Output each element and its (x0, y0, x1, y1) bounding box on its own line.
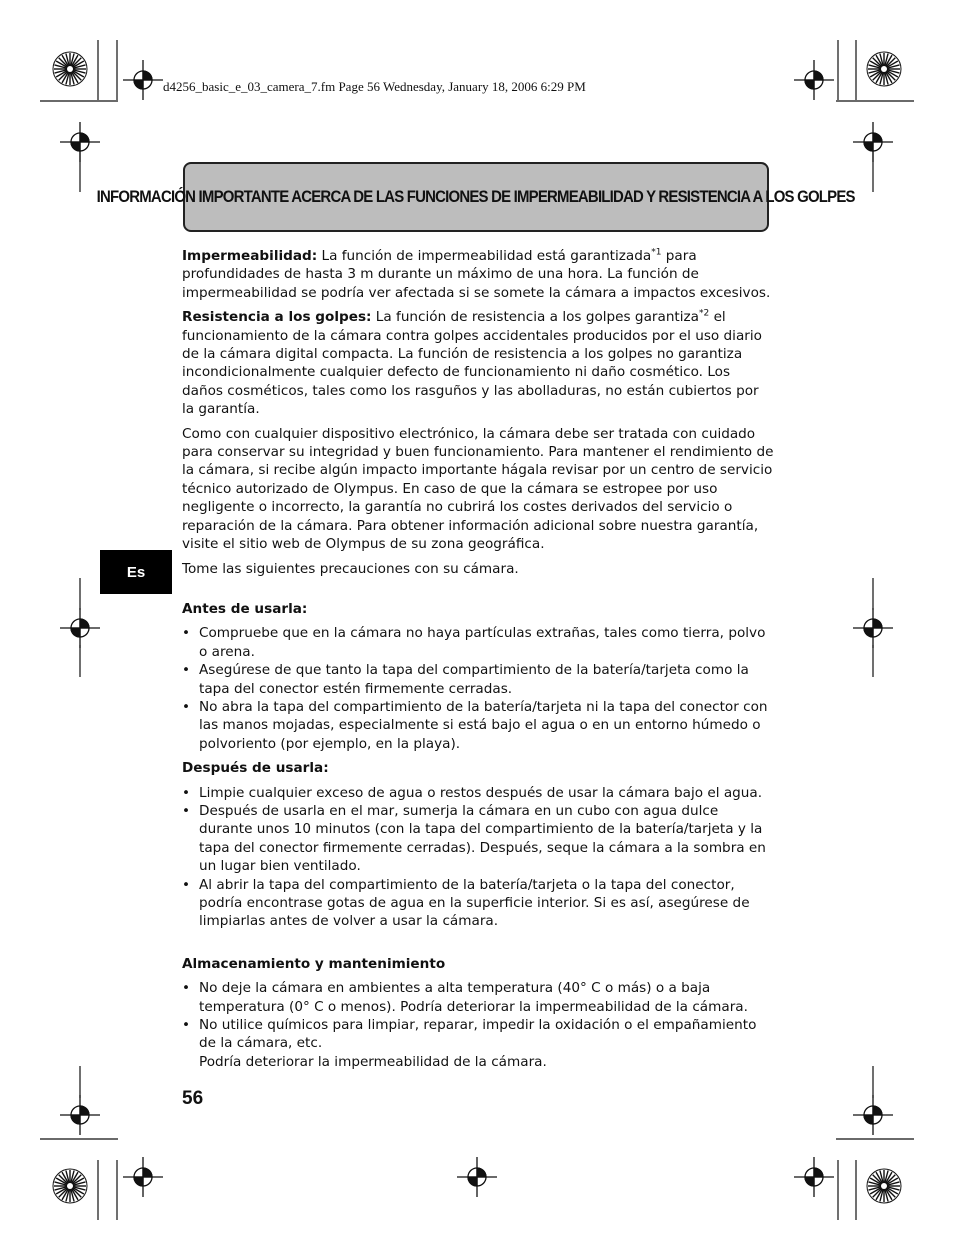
text-span: el funcionamiento de la cámara contra golpes accidentales producidos por el uso diario de la cámara digital compacta. La función de resistencia a los golpes no garantiza incondicionalmente cualquier defecto de funcionamiento ni daño cosmético. Los daños cosméticos, tales como los rasguños y las abolladuras, no están cubiertos por la garantía. (182, 309, 762, 418)
shockproof-label: Resistencia a los golpes: (182, 309, 372, 326)
main-content (182, 247, 774, 1077)
list-item: • Compruebe que en la cámara no haya partículas extrañas, tales como tierra, polvo o arena. (182, 624, 774, 661)
before-use-heading: Antes de usarla: (182, 600, 308, 617)
waterproof-label: Impermeabilidad: (182, 248, 318, 264)
text-span: para profundidades de hasta 3 m durante un máximo de una hora. La función de impermeabilidad se podría ver afectada si se somete la cámara a impactos excesivos. (182, 248, 771, 301)
language-tab: Es (100, 550, 172, 594)
storage-heading: Almacenamiento y mantenimiento (182, 955, 446, 972)
paragraph-precautions-intro: Tome las siguientes precauciones con su cámara. (182, 560, 519, 577)
paragraph-waterproof (182, 247, 774, 302)
list-item (182, 1016, 774, 1071)
list-item-extra: Podría deteriorar la impermeabilidad de la cámara. (199, 1053, 547, 1070)
footnote-ref: *1 (651, 247, 662, 258)
list-item: • Limpie cualquier exceso de agua o restos después de usar la cámara bajo el agua. (182, 784, 774, 802)
list-item: • Al abrir la tapa del compartimiento de la batería/tarjeta o la tapa del conector, podría encontrase gotas de agua en la superficie interior. Si es así, asegúrese de limpiarlas antes de volver a usar la cámara. (182, 876, 774, 931)
section-title-box (96, 162, 856, 232)
after-use-heading: Después de usarla: (182, 760, 329, 777)
paragraph-shockproof (182, 308, 774, 418)
text-span: La función de resistencia a los golpes garantiza (371, 309, 700, 326)
paragraph-care: Como con cualquier dispositivo electrónico, la cámara debe ser tratada con cuidado para conservar su integridad y buen funcionamiento. Para mantener el rendimiento de la cámara, si recibe algún impacto importante hágala revisar por un centro de servicio técnico autorizado de Olympus. En caso de que la cámara se estropee por uso negligente o incorrecto, la garantía no cubrirá los costes derivados del servicio o reparación de la cámara. Para obtener información adicional sobre nuestra garantía, visite el sitio web de Olympus de su zona geográfica. (182, 425, 774, 553)
footnote-ref: *2 (699, 308, 710, 319)
storage-list (182, 979, 774, 1071)
list-item: • No abra la tapa del compartimiento de la batería/tarjeta ni la tapa del conector con las manos mojadas, especialmente si está bajo el agua o en un entorno húmedo o polvoriento (por ejemplo, en la playa). (182, 698, 774, 753)
list-item: • Después de usarla en el mar, sumerja la cámara en un cubo con agua dulce durante unos 10 minutos (con la tapa del compartimiento de la batería/tarjeta y la tapa del conector firmemente cerradas). Después, seque la cámara a la sombra en un lugar bien ventilado. (182, 802, 774, 876)
list-item: • No deje la cámara en ambientes a alta temperatura (40° C o más) o a baja temperatura (0° C o menos). Podría deteriorar la impermeabilidad de la cámara. (182, 979, 774, 1016)
before-use-list (182, 624, 774, 753)
text-span: No utilice químicos para limpiar, reparar, impedir la oxidación o el empañamiento de la cámara, etc. (199, 1017, 757, 1052)
after-use-list (182, 784, 774, 931)
file-info-header: d4256_basic_e_03_camera_7.fm Page 56 Wednesday, January 18, 2006 6:29 PM (163, 79, 586, 94)
text-span: La función de impermeabilidad está garantizada (317, 248, 652, 264)
list-item: • Asegúrese de que tanto la tapa del compartimiento de la batería/tarjeta como la tapa del conector estén firmemente cerradas. (182, 661, 774, 698)
section-title: INFORMACIÓN IMPORTANTE ACERCA DE LAS FUNCIONES DE IMPERMEABILIDAD Y RESISTENCIA A LOS GOLPES (96, 187, 856, 206)
page-number: 56 (182, 1088, 204, 1109)
